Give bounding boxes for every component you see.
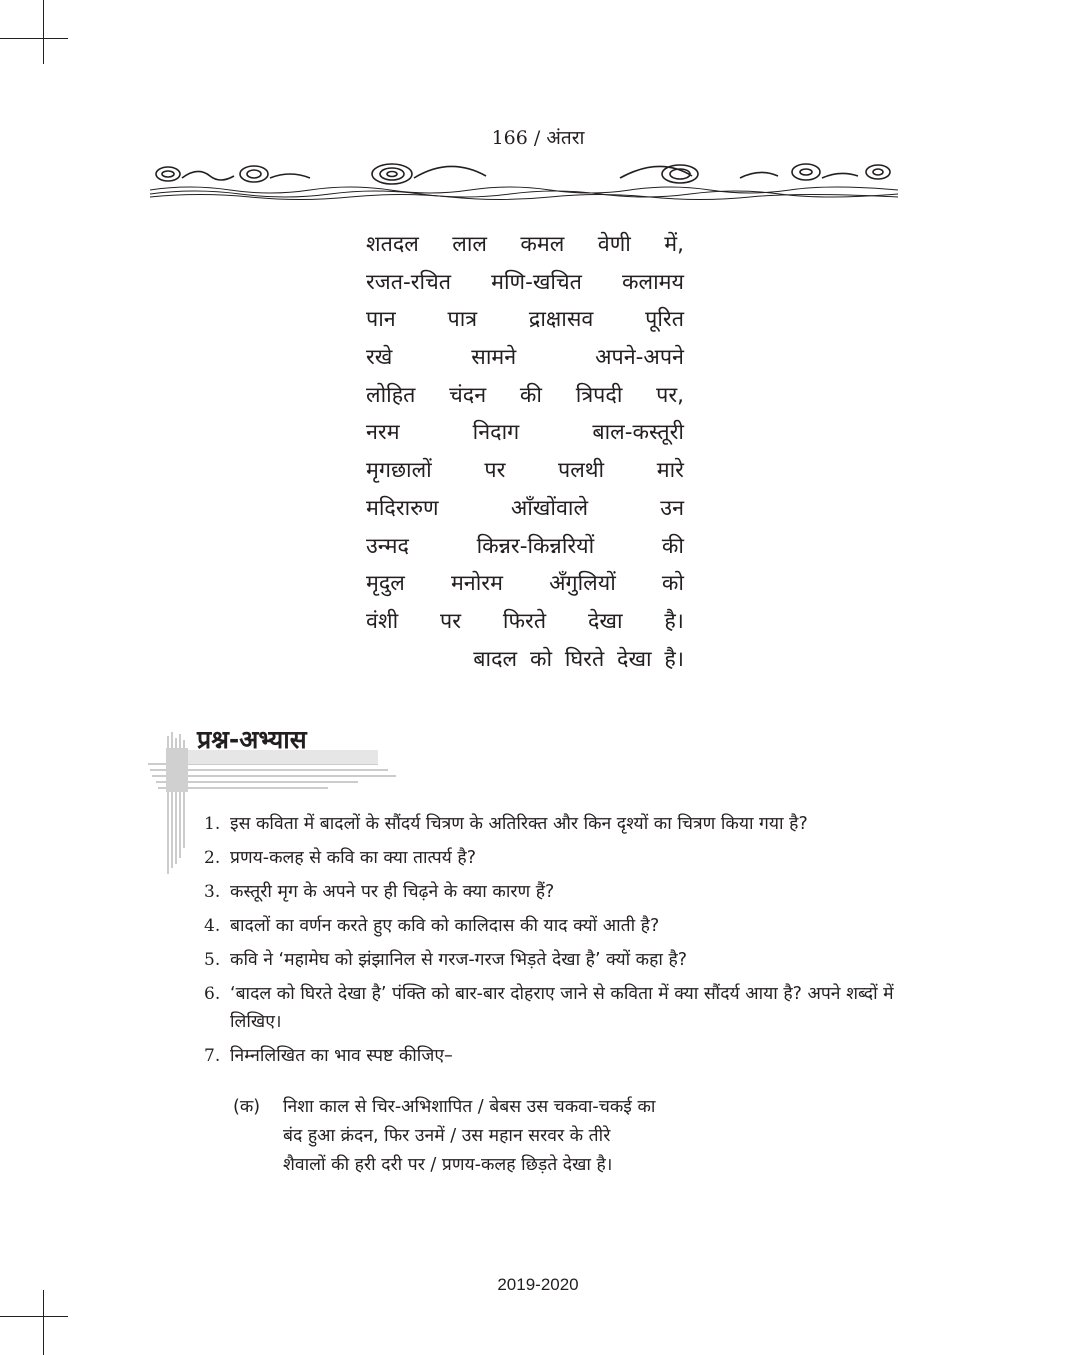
poem-word: पर	[440, 608, 462, 634]
wave-ornament	[150, 156, 898, 200]
crop-mark-top-h	[0, 38, 68, 39]
poem-line	[366, 414, 684, 452]
header-separator: /	[533, 127, 541, 149]
poem-word: पलथी	[558, 458, 605, 484]
poem-line	[366, 490, 684, 528]
poem-word: किन्नर-किन्नरियों	[476, 533, 595, 559]
question-item	[204, 1042, 904, 1070]
poem-word: आँखोंवाले	[510, 495, 589, 521]
question-text: बादलों का वर्णन करते हुए कवि को कालिदास की याद क्यों आती है?	[230, 916, 660, 936]
poem-word: उन्मद	[366, 533, 409, 559]
question-number: 5.	[204, 950, 221, 970]
poem-word: को	[661, 571, 684, 597]
poem-word: अँगुलियों	[549, 571, 616, 597]
poem-word: उन	[660, 495, 684, 521]
poem-word: मृदुल	[366, 571, 405, 597]
poem-word: में,	[664, 232, 684, 257]
poem-word: निदाग	[472, 420, 520, 446]
poem-word: कलामय	[621, 269, 684, 295]
crop-mark-bottom-h	[0, 1316, 68, 1317]
question-subpart	[233, 1093, 655, 1180]
book-title: अंतरा	[546, 127, 585, 149]
poem-word: नरम	[366, 420, 400, 446]
poem-word: चंदन	[449, 382, 487, 408]
poem-word: पात्र	[447, 307, 478, 333]
poem-word: मृगछालों	[366, 458, 432, 484]
question-number: 3.	[204, 882, 221, 902]
question-text: कवि ने ‘महामेघ को झंझानिल से गरज-गरज भिड़ते देखा है’ क्यों कहा है?	[230, 950, 688, 970]
question-item	[204, 980, 904, 1036]
poem-refrain: बादल को घिरते देखा है।	[473, 646, 684, 672]
footer-year: 2019-2020	[497, 1275, 579, 1294]
poem-word: पान	[366, 307, 396, 333]
question-text: ‘बादल को घिरते देखा है’ पंक्ति को बार-बार दोहराए जाने से कविता में क्या सौंदर्य आया है? अपने शब्दों में लिखिए।	[230, 984, 894, 1032]
subpart-line	[233, 1093, 655, 1122]
poem-word: मारे	[656, 458, 684, 484]
poem-word: द्राक्षासव	[528, 307, 594, 333]
crop-mark-top-v	[43, 0, 44, 64]
poem-word: रखे	[366, 345, 393, 371]
question-item	[204, 878, 904, 906]
poem-word: वंशी	[366, 608, 399, 634]
poem-word: वेणी	[597, 232, 631, 257]
question-number: 6.	[204, 984, 221, 1004]
page-number: 166	[491, 127, 528, 149]
question-number: 2.	[204, 848, 221, 868]
poem-line	[366, 528, 684, 566]
poem-word: पूरित	[645, 307, 684, 333]
poem-word: मणि-खचित	[491, 269, 582, 295]
poem-word: शतदल	[366, 232, 419, 257]
subpart-line: शैवालों की हरी दरी पर / प्रणय-कलह छिड़ते देखा है।	[283, 1155, 613, 1175]
poem-line	[366, 452, 684, 490]
section-title: प्रश्न-अभ्यास	[197, 725, 307, 754]
question-item	[204, 912, 904, 940]
subpart-text: निशा काल से चिर-अभिशापित / बेबस उस चकवा-चकई का	[283, 1097, 656, 1117]
question-text: निम्नलिखित का भाव स्पष्ट कीजिए–	[230, 1046, 453, 1066]
poem-word: की	[519, 382, 542, 408]
poem-word: देखा	[587, 608, 623, 634]
question-text: इस कविता में बादलों के सौंदर्य चित्रण के अतिरिक्त और किन दृश्यों का चित्रण किया गया है?	[230, 814, 808, 834]
poem-line	[366, 264, 684, 302]
question-number: 7.	[204, 1046, 221, 1066]
poem-line	[366, 377, 684, 415]
poem-word: पर,	[656, 382, 684, 408]
poem-word: लोहित	[366, 382, 416, 408]
poem-line	[366, 226, 684, 264]
subpart-line: बंद हुआ क्रंदन, फिर उनमें / उस महान सरवर के तीरे	[283, 1126, 611, 1146]
question-text: कस्तूरी मृग के अपने पर ही चिढ़ने के क्या कारण हैं?	[230, 882, 555, 902]
poem-word: सामने	[471, 345, 517, 371]
running-header	[0, 124, 1076, 150]
poem-line	[366, 301, 684, 339]
crop-mark-bottom-v	[43, 1290, 44, 1355]
poem-line	[366, 339, 684, 377]
question-number: 4.	[204, 916, 221, 936]
poem-line	[366, 565, 684, 603]
poem-word: मदिरारुण	[366, 495, 439, 521]
poem-word: लाल	[452, 232, 488, 257]
poem-word: बाल-कस्तूरी	[592, 420, 684, 446]
poem-word: है।	[664, 608, 684, 634]
poem-line	[366, 603, 684, 641]
poem-word: रजत-रचित	[366, 269, 452, 295]
poem-word: अपने-अपने	[595, 345, 684, 371]
poem-word: मनोरम	[450, 571, 503, 597]
poem-word: त्रिपदी	[575, 382, 623, 408]
question-number: 1.	[204, 814, 221, 834]
poem-word: कमल	[520, 232, 565, 257]
poem-word: की	[661, 533, 684, 559]
poem-stanza	[366, 226, 684, 678]
poem-word: पर	[484, 458, 506, 484]
question-item	[204, 946, 904, 974]
question-text: प्रणय-कलह से कवि का क्या तात्पर्य है?	[230, 848, 476, 868]
poem-word: फिरते	[502, 608, 547, 634]
subpart-label: (क)	[233, 1097, 261, 1117]
